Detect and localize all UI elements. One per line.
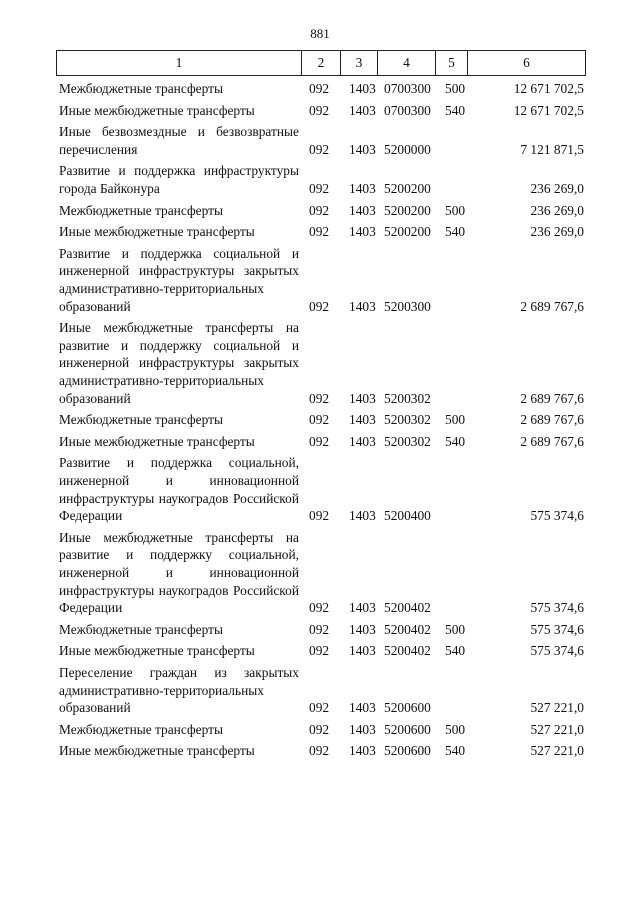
row-col-6-amount: 575 374,6 (530, 600, 584, 616)
row-col-4-article: 5200600 (384, 721, 431, 737)
row-col-4-article: 0700300 (384, 102, 431, 118)
table-row (0, 664, 640, 717)
row-col-2-code: 092 (309, 508, 330, 524)
page-number: 881 (310, 26, 330, 41)
row-col-2-code: 092 (309, 600, 330, 616)
row-description: Иные межбюджетные трансферты (59, 102, 255, 118)
row-col-4-article: 5200200 (384, 180, 431, 196)
row-col-3-section: 1403 (349, 433, 376, 449)
header-col-5: 5 (436, 51, 468, 76)
row-col-6-amount: 236 269,0 (530, 180, 584, 196)
row-col-5-type: 540 (445, 433, 466, 449)
row-col-2-code: 092 (309, 412, 330, 428)
table-row (0, 123, 640, 158)
row-col-3-section: 1403 (349, 508, 376, 524)
row-col-4-article: 5200200 (384, 202, 431, 218)
row-description: Иные безвозмездные и безвозвратные перечисления (59, 124, 299, 157)
row-col-3-section: 1403 (349, 224, 376, 240)
row-col-4-article: 5200302 (384, 390, 431, 406)
row-col-6-amount: 527 221,0 (530, 721, 584, 737)
row-description: Иные межбюджетные трансферты (59, 643, 255, 659)
row-col-2-code: 092 (309, 141, 330, 157)
row-col-4-article: 5200400 (384, 508, 431, 524)
row-col-6-amount: 12 671 702,5 (513, 81, 584, 96)
header-col-3: 3 (341, 51, 378, 76)
row-col-2-code: 092 (309, 390, 330, 406)
row-col-6-amount: 2 689 767,6 (520, 412, 584, 428)
row-col-6-amount: 575 374,6 (530, 643, 584, 659)
row-col-5-type: 540 (445, 224, 466, 240)
row-col-6-amount: 527 221,0 (530, 700, 584, 716)
row-col-6-amount: 2 689 767,6 (520, 298, 584, 314)
row-col-2-code: 092 (309, 643, 330, 659)
row-col-3-section: 1403 (349, 700, 376, 716)
row-col-5-type: 500 (445, 81, 466, 96)
row-description: Межбюджетные трансферты (59, 81, 223, 96)
row-description: Развитие и поддержка социальной, инженерной и инновационной инфраструктуры наукоградов Российской Федерации (59, 455, 299, 524)
row-col-6-amount: 236 269,0 (530, 224, 584, 240)
row-description: Переселение граждан из закрытых административно-территориальных образований (59, 664, 299, 716)
row-col-6-amount: 12 671 702,5 (513, 102, 584, 118)
table-row (0, 742, 640, 760)
table-row (0, 162, 640, 197)
row-col-4-article: 5200000 (384, 141, 431, 157)
table-row (0, 319, 640, 407)
row-col-2-code: 092 (309, 721, 330, 737)
table-row (0, 433, 640, 451)
table-row (0, 454, 640, 524)
table-row (0, 411, 640, 429)
row-col-2-code: 092 (309, 81, 330, 96)
row-col-6-amount: 7 121 871,5 (520, 141, 584, 157)
row-col-2-code: 092 (309, 224, 330, 240)
table-header (56, 50, 586, 76)
row-col-5-type: 500 (445, 621, 466, 637)
row-description: Иные межбюджетные трансферты (59, 743, 255, 759)
row-col-3-section: 1403 (349, 621, 376, 637)
row-col-3-section: 1403 (349, 81, 376, 96)
row-col-2-code: 092 (309, 180, 330, 196)
row-col-6-amount: 236 269,0 (530, 202, 584, 218)
row-col-3-section: 1403 (349, 600, 376, 616)
row-col-5-type: 540 (445, 743, 466, 759)
row-description: Развитие и поддержка инфраструктуры города Байконура (59, 163, 299, 196)
row-col-5-type: 500 (445, 412, 466, 428)
row-col-4-article: 5200600 (384, 700, 431, 716)
row-col-3-section: 1403 (349, 180, 376, 196)
header-col-6: 6 (468, 51, 586, 76)
row-col-2-code: 092 (309, 102, 330, 118)
table-row (0, 621, 640, 639)
row-col-5-type: 500 (445, 202, 466, 218)
row-col-3-section: 1403 (349, 643, 376, 659)
row-col-2-code: 092 (309, 700, 330, 716)
row-col-2-code: 092 (309, 433, 330, 449)
row-col-4-article: 0700300 (384, 81, 431, 96)
row-description: Межбюджетные трансферты (59, 721, 223, 737)
row-col-3-section: 1403 (349, 721, 376, 737)
header-col-2: 2 (302, 51, 341, 76)
row-col-4-article: 5200302 (384, 433, 431, 449)
row-col-3-section: 1403 (349, 390, 376, 406)
row-col-6-amount: 575 374,6 (530, 621, 584, 637)
row-col-2-code: 092 (309, 298, 330, 314)
row-col-2-code: 092 (309, 202, 330, 218)
table-row (0, 245, 640, 315)
row-col-6-amount: 575 374,6 (530, 508, 584, 524)
table-row (0, 721, 640, 739)
row-col-4-article: 5200600 (384, 743, 431, 759)
table-row (0, 223, 640, 241)
row-description: Иные межбюджетные трансферты (59, 433, 255, 449)
table-row (0, 80, 640, 98)
table-row (0, 529, 640, 617)
row-col-4-article: 5200402 (384, 643, 431, 659)
row-col-4-article: 5200200 (384, 224, 431, 240)
row-description: Межбюджетные трансферты (59, 412, 223, 428)
row-description: Иные межбюджетные трансферты (59, 224, 255, 240)
row-col-2-code: 092 (309, 621, 330, 637)
row-col-5-type: 500 (445, 721, 466, 737)
row-description: Иные межбюджетные трансферты на развитие и поддержку социальной и инженерной инфраструктуры закрытых административно-территориальных образований (59, 320, 299, 406)
row-col-4-article: 5200300 (384, 298, 431, 314)
row-col-3-section: 1403 (349, 412, 376, 428)
row-col-3-section: 1403 (349, 202, 376, 218)
header-col-1: 1 (57, 51, 302, 76)
row-col-6-amount: 527 221,0 (530, 743, 584, 759)
row-col-3-section: 1403 (349, 102, 376, 118)
row-description: Межбюджетные трансферты (59, 202, 223, 218)
table-row (0, 202, 640, 220)
row-col-4-article: 5200402 (384, 621, 431, 637)
row-col-2-code: 092 (309, 743, 330, 759)
row-description: Иные межбюджетные трансферты на развитие и поддержку социальной, инженерной и инновационной инфраструктуры наукоградов Российской Федерации (59, 529, 299, 616)
row-col-4-article: 5200402 (384, 600, 431, 616)
row-col-6-amount: 2 689 767,6 (520, 433, 584, 449)
row-col-6-amount: 2 689 767,6 (520, 390, 584, 406)
row-description: Развитие и поддержка социальной и инженерной инфраструктуры закрытых административно-территориальных образований (59, 245, 299, 314)
row-col-3-section: 1403 (349, 743, 376, 759)
table-row (0, 642, 640, 660)
header-col-4: 4 (378, 51, 436, 76)
table-row (0, 102, 640, 120)
row-col-4-article: 5200302 (384, 412, 431, 428)
row-col-3-section: 1403 (349, 298, 376, 314)
row-col-5-type: 540 (445, 102, 466, 118)
row-col-3-section: 1403 (349, 141, 376, 157)
table-body (0, 80, 640, 764)
row-description: Межбюджетные трансферты (59, 621, 223, 637)
row-col-5-type: 540 (445, 643, 466, 659)
